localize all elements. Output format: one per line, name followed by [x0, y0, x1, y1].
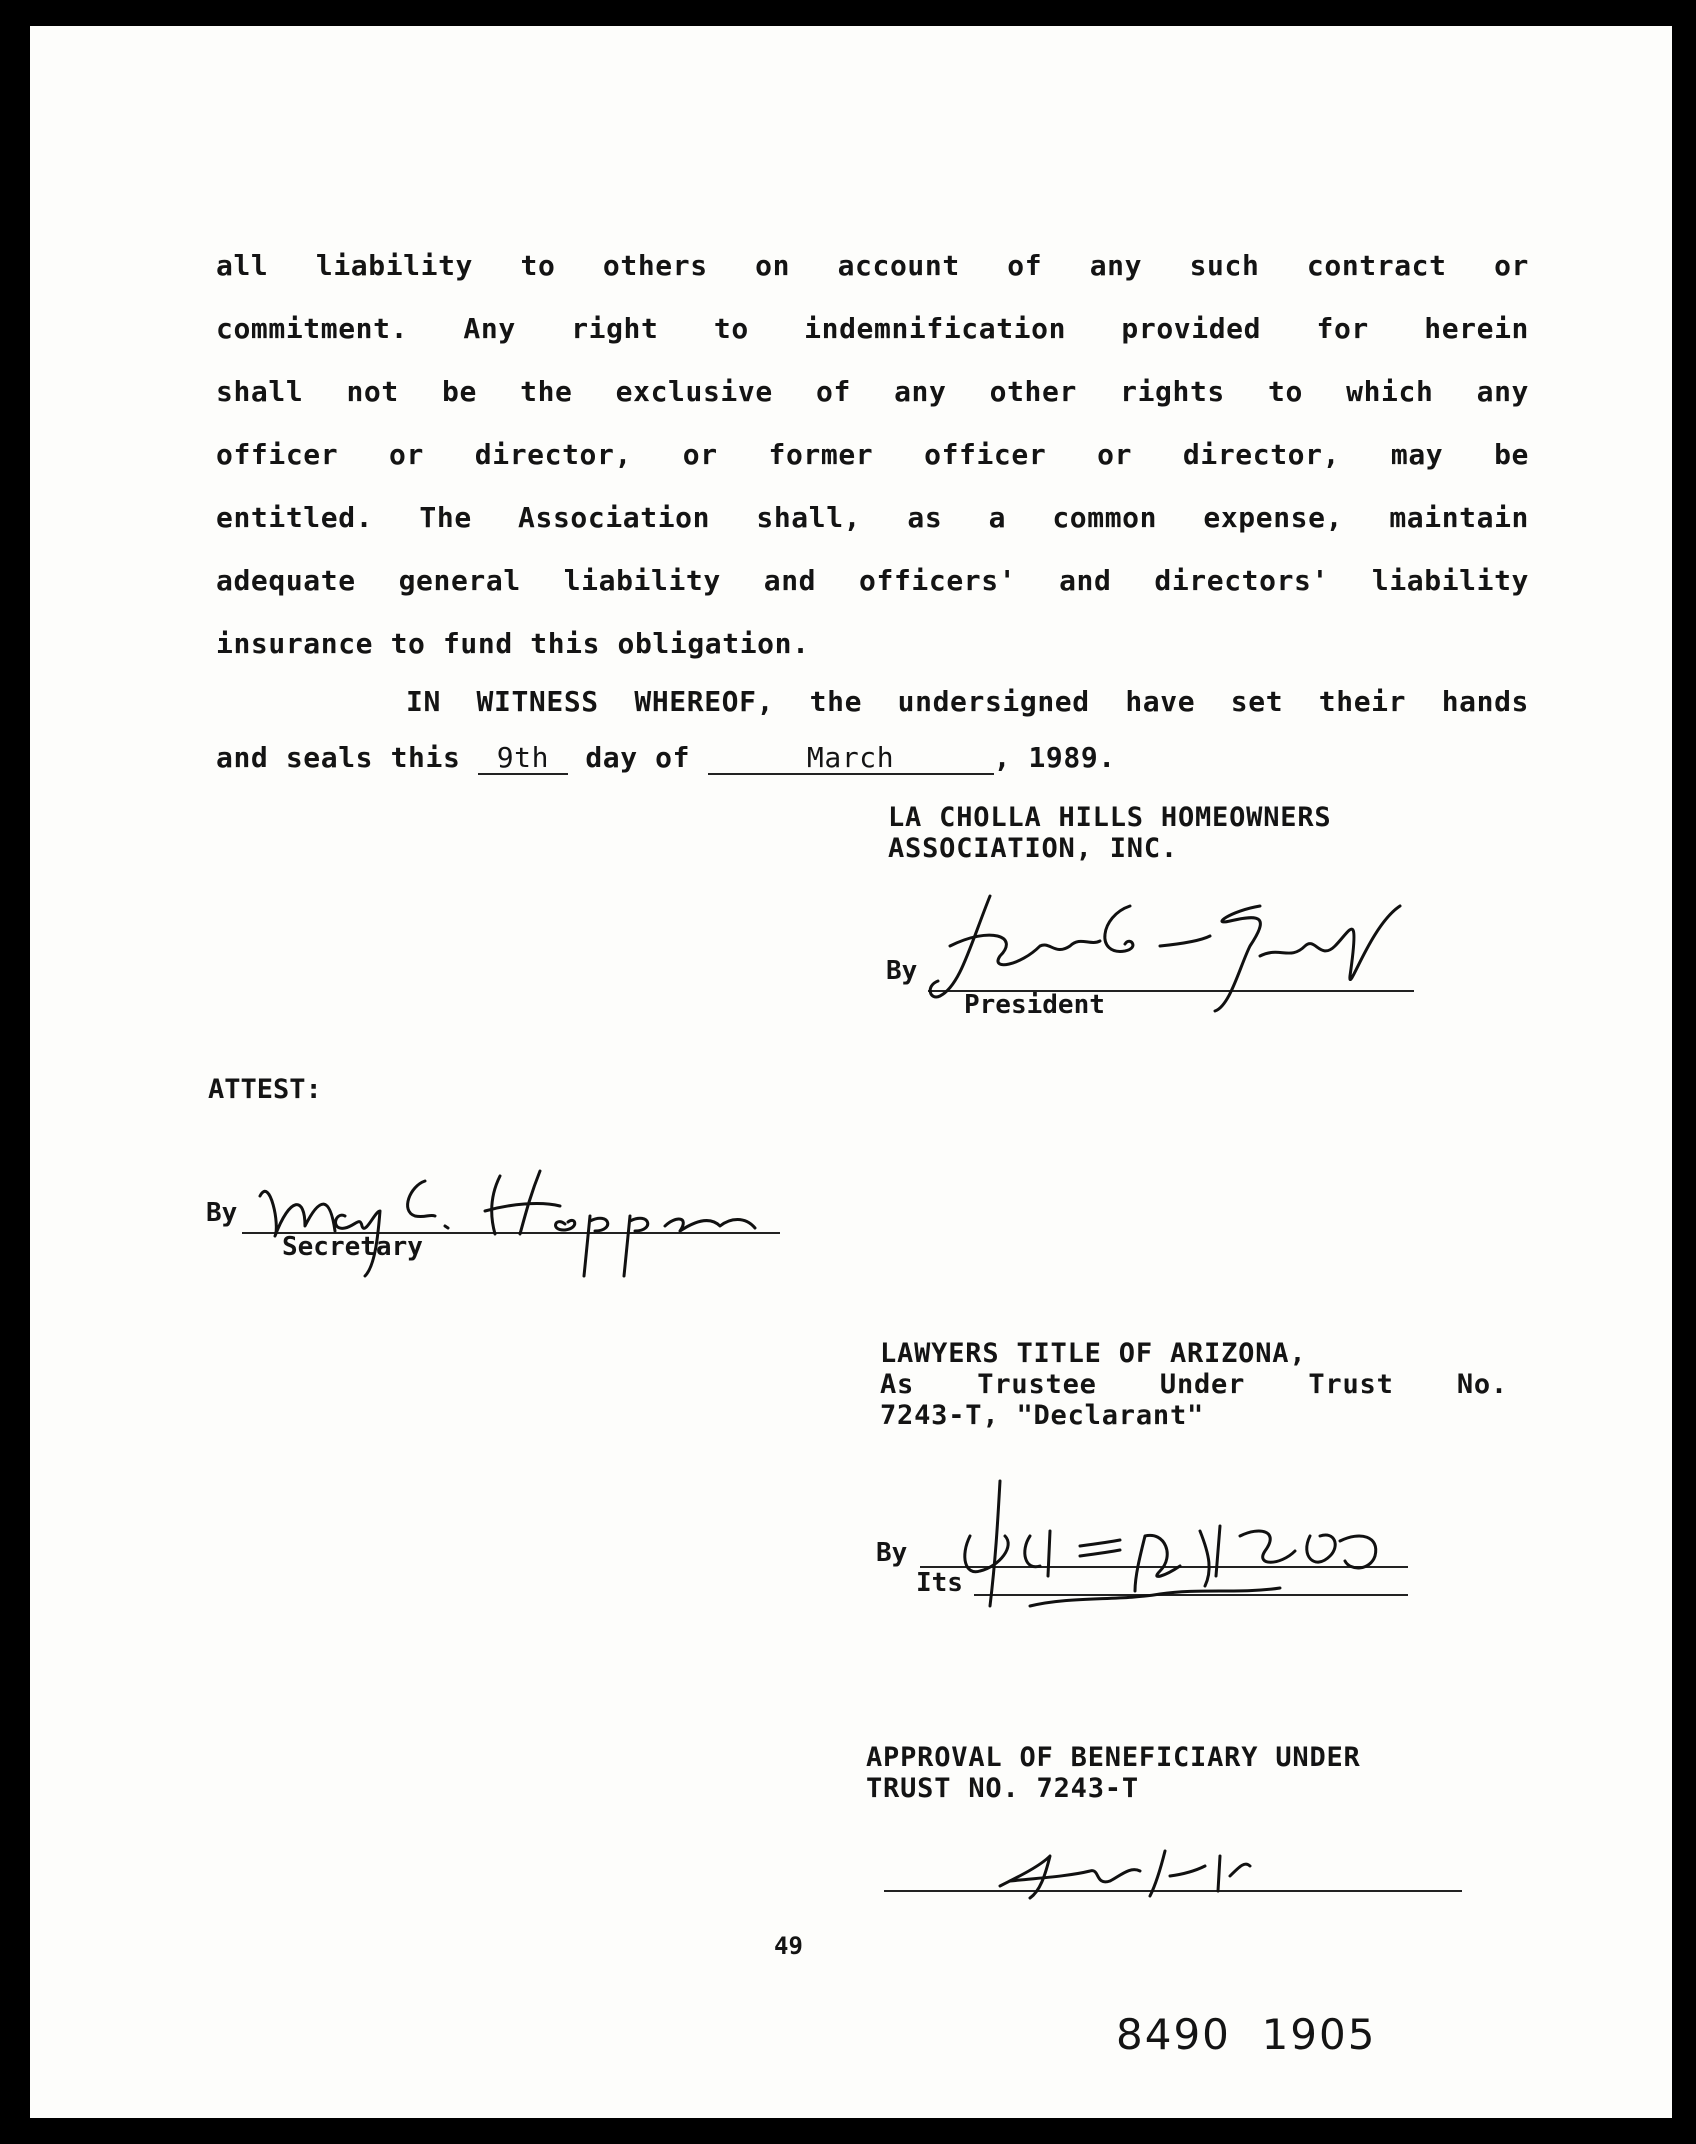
- beneficiary-approval: [866, 1742, 1361, 1804]
- attest-heading: ATTEST:: [208, 1074, 322, 1105]
- trustee-name-line: LAWYERS TITLE OF ARIZONA,: [880, 1338, 1307, 1369]
- beneficiary-line: TRUST NO. 7243-T: [866, 1773, 1139, 1804]
- witness-suffix: , 1989.: [993, 741, 1116, 774]
- month-field: March: [708, 743, 994, 775]
- trustee-signature: [920, 1476, 1420, 1616]
- paragraph-line: insurance to fund this obligation.: [216, 627, 810, 660]
- witness-line: IN WITNESS WHEREOF, the undersigned have set their hands: [406, 685, 1529, 718]
- witness-middle: day of: [585, 741, 691, 774]
- trustee-name-line: 7243-T, "Declarant": [880, 1400, 1205, 1431]
- witness-prefix: and seals this: [216, 741, 461, 774]
- beneficiary-line: APPROVAL OF BENEFICIARY UNDER: [866, 1742, 1361, 1773]
- attest-by-label: By: [206, 1198, 238, 1228]
- paragraph-line: shall not be the exclusive of any other rights to which any: [216, 375, 1529, 408]
- secretary-title: Secretary: [282, 1232, 423, 1262]
- indemnification-paragraph: [216, 234, 1529, 675]
- paragraph-line: adequate general liability and officers' and directors' liability: [216, 564, 1529, 597]
- association-name-line: LA CHOLLA HILLS HOMEOWNERS: [888, 802, 1332, 833]
- witness-clause: [216, 674, 1529, 786]
- paragraph-line: commitment. Any right to indemnification provided for herein: [216, 312, 1529, 345]
- paragraph-line: all liability to others on account of any such contract or: [216, 249, 1529, 282]
- paragraph-line: entitled. The Association shall, as a common expense, maintain: [216, 501, 1529, 534]
- president-title: President: [964, 990, 1105, 1020]
- secretary-signature: [250, 1156, 770, 1286]
- president-signature: [930, 886, 1410, 1016]
- witness-date-line: [216, 730, 1529, 786]
- trustee-name: [880, 1338, 1508, 1431]
- day-field: 9th: [478, 743, 568, 775]
- trustee-its-label: Its: [916, 1568, 963, 1598]
- paragraph-line: officer or director, or former officer or director, may be: [216, 438, 1529, 471]
- association-name: [888, 802, 1331, 864]
- page-number: 49: [774, 1932, 803, 1960]
- association-by-label: By: [886, 956, 918, 986]
- trustee-by-label: By: [876, 1538, 908, 1568]
- document-page: [30, 26, 1672, 2118]
- beneficiary-signature: [990, 1836, 1310, 1906]
- association-name-line: ASSOCIATION, INC.: [888, 833, 1178, 864]
- recording-stamp: 8490 1905: [1116, 2010, 1377, 2059]
- trustee-name-line: As Trustee Under Trust No.: [880, 1369, 1508, 1400]
